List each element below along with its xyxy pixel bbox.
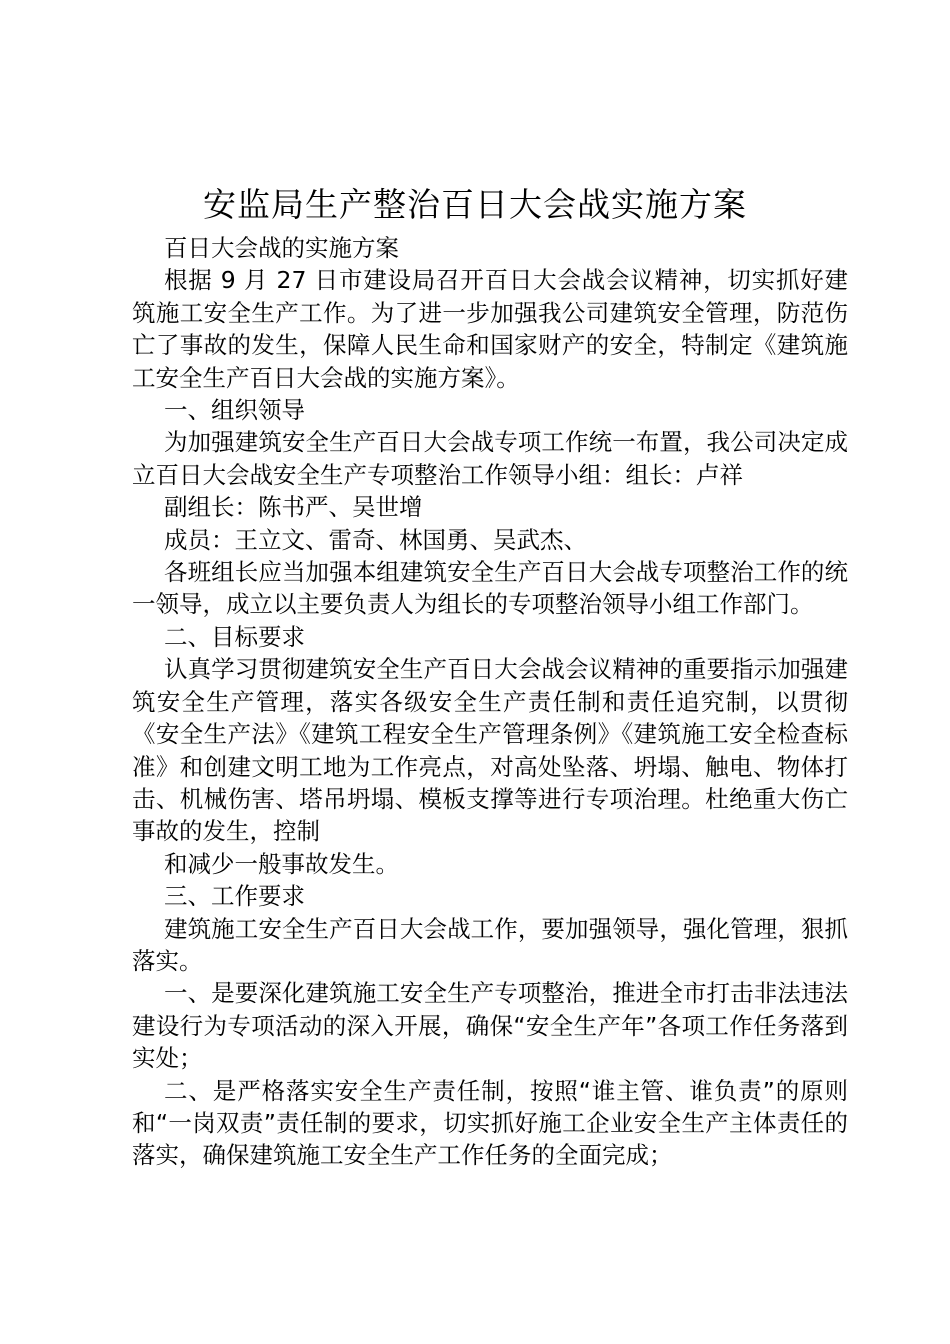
paragraph-members: 成员：王立文、雷奇、林国勇、吴武杰、 [164, 525, 587, 554]
paragraph-deputy-leaders: 副组长：陈书严、吴世增 [164, 493, 423, 522]
paragraph-requirements: 建筑施工安全生产百日大会战工作，要加强领导，强化管理，狠抓落实。 [132, 914, 848, 975]
document-body [132, 232, 848, 1172]
paragraph-goals: 认真学习贯彻建筑安全生产百日大会战会议精神的重要指示加强建筑安全生产管理，落实各级安全生产责任制和责任追究制，以贯彻《安全生产法》《建筑工程安全生产管理条例》《建筑施工安全检查标准》和创建文明工地为工作亮点，对高处坠落、坍塌、触电、物体打击、机械伤害、塔吊坍塌、模板支撑等进行专项治理。杜绝重大伤亡事故的发生，控制 [132, 655, 848, 846]
paragraph-goals-continued: 和减少一般事故发生。 [164, 849, 399, 878]
paragraph-requirement-2: 二、是严格落实安全生产责任制，按照“谁主管、谁负责”的原则和“一岗双责”责任制的要求，切实抓好施工企业安全生产主体责任的落实，确保建筑施工安全生产工作任务的全面完成； [132, 1076, 848, 1170]
paragraph-organization: 为加强建筑安全生产百日大会战专项工作统一布置，我公司决定成立百日大会战安全生产专项整治工作领导小组：组长：卢祥 [132, 428, 848, 489]
paragraph-team-leaders: 各班组长应当加强本组建筑安全生产百日大会战专项整治工作的统一领导，成立以主要负责人为组长的专项整治领导小组工作部门。 [132, 558, 848, 619]
section-heading-organization: 一、组织领导 [164, 396, 305, 425]
section-heading-requirements: 三、工作要求 [164, 882, 305, 911]
section-heading-goals: 二、目标要求 [164, 622, 305, 651]
paragraph-intro: 根据 9 月 27 日市建设局召开百日大会战会议精神，切实抓好建筑施工安全生产工作。为了进一步加强我公司建筑安全管理，防范伤亡了事故的发生，保障人民生命和国家财产的安全，特制定《建筑施工安全生产百日大会战的实施方案》。 [132, 266, 848, 392]
paragraph-requirement-1: 一、是要深化建筑施工安全生产专项整治，推进全市打击非法违法建设行为专项活动的深入开展，确保“安全生产年”各项工作任务落到实处； [132, 979, 848, 1073]
document-title: 安监局生产整治百日大会战实施方案 [203, 185, 747, 224]
paragraph-subtitle: 百日大会战的实施方案 [164, 234, 399, 262]
